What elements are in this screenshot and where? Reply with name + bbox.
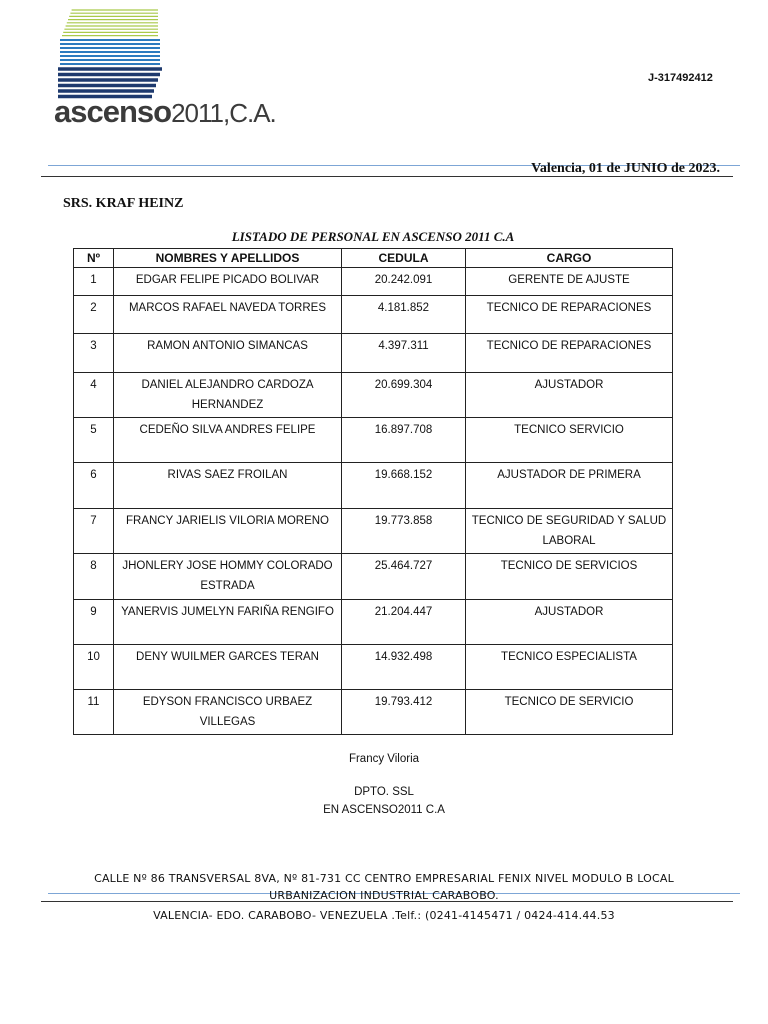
signature-company: EN ASCENSO2011 C.A <box>323 804 445 816</box>
row-cedula-cell <box>342 554 466 600</box>
table-row <box>74 373 673 418</box>
row-name-cell <box>114 690 342 735</box>
row-name-cell <box>114 600 342 645</box>
row-cargo: TECNICO DE SEGURIDAD Y SALUD LABORAL <box>471 515 667 547</box>
row-cargo: AJUSTADOR DE PRIMERA <box>497 469 641 481</box>
row-name: FRANCY JARIELIS VILORIA MORENO <box>125 515 329 527</box>
staff-table <box>73 248 673 735</box>
row-cedula: 16.897.708 <box>374 424 433 436</box>
header-cargo: CARGO <box>466 249 673 268</box>
row-number: 5 <box>90 424 97 436</box>
row-number: 4 <box>90 379 97 391</box>
row-cedula: 25.464.727 <box>374 560 433 572</box>
row-name-cell <box>114 645 342 690</box>
signature-name: Francy Viloria <box>348 753 420 765</box>
row-name-cell <box>114 334 342 373</box>
row-cedula: 4.397.311 <box>378 340 429 352</box>
row-cargo: AJUSTADOR <box>534 606 604 618</box>
row-name: DANIEL ALEJANDRO CARDOZA HERNANDEZ <box>141 379 314 411</box>
row-number: 1 <box>90 274 97 286</box>
row-number-cell <box>74 645 114 690</box>
row-cargo-cell <box>466 509 673 554</box>
row-cedula: 21.204.447 <box>374 606 433 618</box>
row-number-cell <box>74 373 114 418</box>
row-name: YANERVIS JUMELYN FARIÑA RENGIFO <box>121 606 334 618</box>
row-number-cell <box>74 509 114 554</box>
row-name: DENY WUILMER GARCES TERAN <box>136 651 319 663</box>
header-cedula: CEDULA <box>342 249 466 268</box>
row-number-cell <box>74 690 114 735</box>
row-name-cell <box>114 554 342 600</box>
table-row <box>74 690 673 735</box>
row-cargo-cell <box>466 690 673 735</box>
row-number-cell <box>74 334 114 373</box>
row-number: 8 <box>90 560 97 572</box>
row-cargo-cell <box>466 554 673 600</box>
row-name: RAMON ANTONIO SIMANCAS <box>147 340 308 352</box>
row-number: 10 <box>87 651 100 663</box>
header-num: Nº <box>74 249 114 268</box>
row-cargo-cell <box>466 373 673 418</box>
signature-dept: DPTO. SSL <box>354 786 414 798</box>
row-name-cell <box>114 418 342 463</box>
row-cargo-cell <box>466 268 673 296</box>
row-number: 3 <box>90 340 97 352</box>
row-cedula-cell <box>342 418 466 463</box>
row-cedula-cell <box>342 334 466 373</box>
row-number-cell <box>74 463 114 509</box>
row-cedula-cell <box>342 645 466 690</box>
row-cedula-cell <box>342 268 466 296</box>
row-cedula-cell <box>342 690 466 735</box>
table-header-row <box>74 249 673 268</box>
row-number-cell <box>74 268 114 296</box>
row-name-cell <box>114 373 342 418</box>
footer-address-line2: URBANIZACION INDUSTRIAL CARABOBO. <box>269 889 499 902</box>
table-row <box>74 418 673 463</box>
row-cedula-cell <box>342 463 466 509</box>
row-cargo: TECNICO DE SERVICIOS <box>500 560 638 572</box>
row-cargo: TECNICO ESPECIALISTA <box>501 651 637 663</box>
row-name: EDYSON FRANCISCO URBAEZ VILLEGAS <box>142 696 313 728</box>
row-cargo: GERENTE DE AJUSTE <box>508 274 630 286</box>
table-row <box>74 463 673 509</box>
row-number: 7 <box>90 515 97 527</box>
row-cargo-cell <box>466 463 673 509</box>
row-cedula-cell <box>342 600 466 645</box>
header-name: NOMBRES Y APELLIDOS <box>114 249 342 268</box>
row-cargo-cell <box>466 296 673 334</box>
row-name: JHONLERY JOSE HOMMY COLORADO ESTRADA <box>122 560 333 592</box>
row-cargo-cell <box>466 645 673 690</box>
table-row <box>74 600 673 645</box>
logo-wordmark-rest: 2011,C.A. <box>171 98 276 128</box>
footer-contact-line: VALENCIA- EDO. CARABOBO- VENEZUELA .Telf.: (0241-4145471 / 0424-414.44.53 <box>153 909 615 922</box>
row-name: MARCOS RAFAEL NAVEDA TORRES <box>128 302 327 314</box>
company-rif: J-317492412 <box>648 72 713 84</box>
row-cedula: 4.181.852 <box>377 302 430 314</box>
row-number: 9 <box>90 606 97 618</box>
logo-wordmark-bold: ascenso <box>54 94 172 129</box>
row-number-cell <box>74 296 114 334</box>
row-cargo: TECNICO DE REPARACIONES <box>486 340 652 352</box>
row-name: EDGAR FELIPE PICADO BOLIVAR <box>135 274 320 286</box>
row-cedula-cell <box>342 296 466 334</box>
table-row <box>74 334 673 373</box>
row-number: 6 <box>90 469 97 481</box>
logo-wordmark <box>54 94 276 130</box>
row-cedula: 14.932.498 <box>374 651 433 663</box>
row-cargo: TECNICO SERVICIO <box>514 424 624 436</box>
row-cedula: 19.793.412 <box>374 696 433 708</box>
footer-address-line1: CALLE Nº 86 TRANSVERSAL 8VA, Nº 81-731 CC CENTRO EMPRESARIAL FENIX NIVEL MODULO B LOCAL <box>94 872 674 885</box>
company-logo <box>54 6 276 129</box>
row-cedula: 19.668.152 <box>374 469 433 481</box>
table-row <box>74 296 673 334</box>
row-cedula: 20.699.304 <box>374 379 433 391</box>
row-name: CEDEÑO SILVA ANDRES FELIPE <box>139 424 316 436</box>
row-cargo-cell <box>466 418 673 463</box>
row-cargo: TECNICO DE SERVICIO <box>504 696 634 708</box>
row-number: 11 <box>87 696 100 708</box>
table-row <box>74 268 673 296</box>
letter-date: Valencia, 01 de JUNIO de 2023. <box>531 161 720 176</box>
row-cargo-cell <box>466 600 673 645</box>
footer-rule-dark <box>41 901 733 902</box>
row-cargo: TECNICO DE REPARACIONES <box>486 302 652 314</box>
table-row <box>74 645 673 690</box>
row-cedula: 19.773.858 <box>374 515 433 527</box>
row-name-cell <box>114 268 342 296</box>
row-cedula-cell <box>342 373 466 418</box>
row-cedula: 20.242.091 <box>374 274 433 286</box>
letter-recipient: SRS. KRAF HEINZ <box>63 196 184 211</box>
row-cargo-cell <box>466 334 673 373</box>
row-number-cell <box>74 554 114 600</box>
row-name-cell <box>114 296 342 334</box>
table-row <box>74 554 673 600</box>
logo-stripes-icon <box>58 6 162 104</box>
row-name-cell <box>114 463 342 509</box>
row-number: 2 <box>90 302 97 314</box>
row-name: RIVAS SAEZ FROILAN <box>167 469 288 481</box>
table-row <box>74 509 673 554</box>
row-cedula-cell <box>342 509 466 554</box>
row-name-cell <box>114 509 342 554</box>
row-number-cell <box>74 600 114 645</box>
row-cargo: AJUSTADOR <box>534 379 604 391</box>
list-title: LISTADO DE PERSONAL EN ASCENSO 2011 C.A <box>231 229 515 244</box>
row-number-cell <box>74 418 114 463</box>
